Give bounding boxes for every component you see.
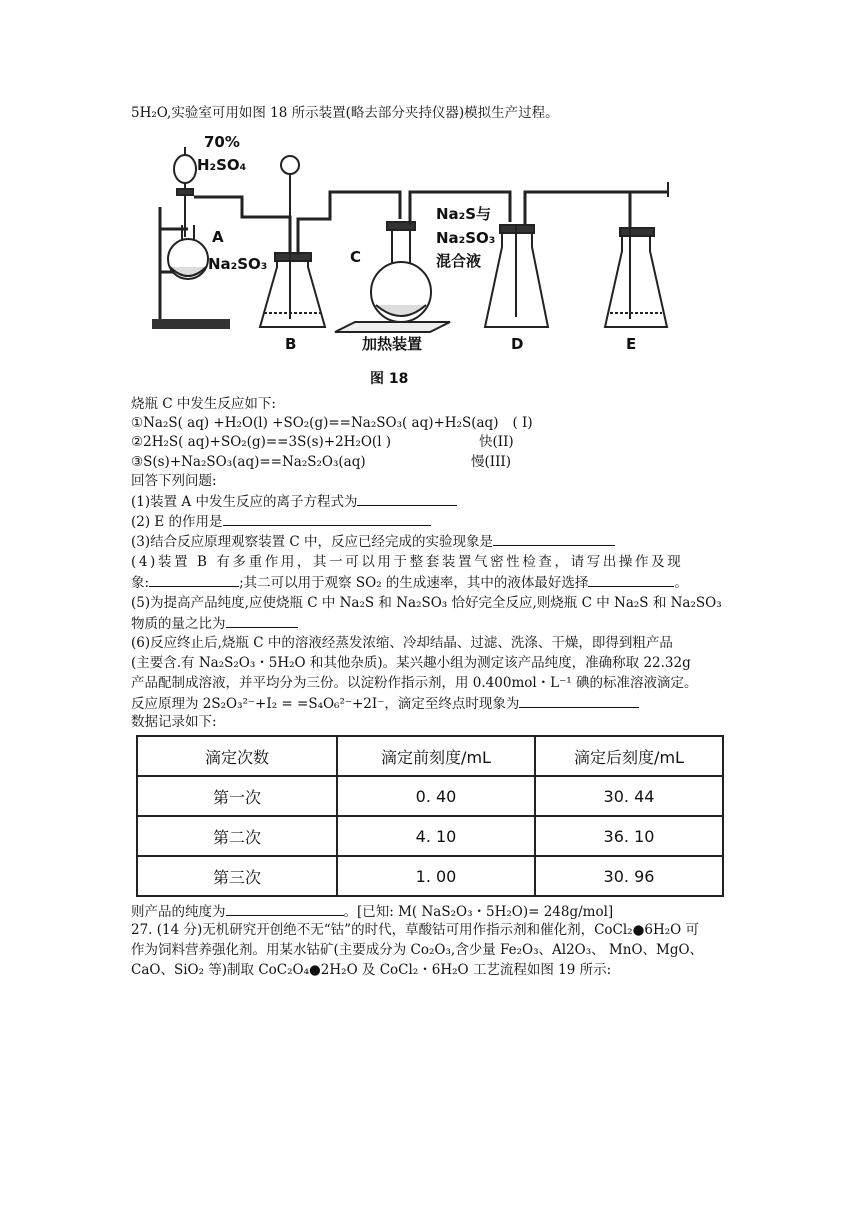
mix-label-3: 混合液	[436, 252, 482, 270]
heater-label: 加热装置	[362, 335, 423, 353]
trial-name: 第二次	[137, 816, 337, 856]
question-3: (3)结合反应原理观察装置 C 中，反应已经完成的实验现象是	[131, 532, 615, 551]
question-6c: 产品配制成溶液，并平均分为三份。以淀粉作指示剂，用 0.400mol・L⁻¹ 碘的标准溶液滴定。	[131, 675, 698, 691]
question-1: (1)装置 A 中发生反应的离子方程式为	[131, 492, 457, 511]
heating-plate	[335, 322, 450, 332]
reading-before: 1. 00	[337, 856, 535, 896]
purity-question: 则产品的纯度为 。[已知: M( NaS₂O₃・5H₂O)= 248g/mol]	[131, 904, 614, 920]
label-e: E	[626, 335, 637, 353]
trial-name: 第三次	[137, 856, 337, 896]
reaction-3: ③S(s)+Na₂SO₃(aq)==Na₂S₂O₃(aq) 慢(III)	[131, 454, 512, 470]
header-after: 滴定后刻度/mL	[535, 736, 723, 776]
table-row	[137, 776, 723, 816]
trial-name: 第一次	[137, 776, 337, 816]
question-27a: 27. (14 分)无机研究开创绝不无“钴”的时代，草酸钴可用作指示剂和催化剂，CoCl₂●6H₂O 可	[131, 922, 699, 938]
header-before: 滴定前刻度/mL	[337, 736, 535, 776]
reading-before: 4. 10	[337, 816, 535, 856]
reaction-2: ②2H₂S( aq)+SO₂(g)==3S(s)+2H₂O(l ) 快(II)	[131, 434, 514, 450]
acid-label-1: 70%	[204, 133, 240, 151]
mix-label-1: Na₂S与	[436, 205, 492, 223]
reactions-title: 烧瓶 C 中发生反应如下:	[131, 396, 276, 412]
label-d: D	[511, 335, 524, 353]
table-row	[137, 856, 723, 896]
figure-caption: 图 18	[370, 371, 409, 387]
reading-after: 36. 10	[535, 816, 723, 856]
label-b: B	[285, 335, 297, 353]
acid-label-2: H₂SO₄	[197, 156, 247, 174]
question-27b: 作为饲料营养强化剂。用某水钴矿(主要成分为 Co₂O₃,含少量 Fe₂O₃、Al2O₃、 MnO、MgO、	[131, 942, 704, 958]
question-6d: 反应原理为 2S₂O₃²⁻+I₂ = =S₄O₆²⁻+2I⁻，滴定至终点时现象为	[131, 694, 639, 713]
reading-before: 0. 40	[337, 776, 535, 816]
data-intro: 数据记录如下:	[131, 714, 217, 730]
label-na2so3: Na₂SO₃	[208, 255, 268, 273]
stand-base	[152, 319, 230, 329]
questions-intro: 回答下列问题:	[131, 473, 217, 489]
question-5b: 物质的量之比为	[131, 614, 298, 633]
reading-after: 30. 44	[535, 776, 723, 816]
table-header-row	[137, 736, 723, 776]
question-2: (2) E 的作用是	[131, 512, 431, 531]
titration-table	[136, 735, 724, 897]
apparatus-figure	[130, 127, 702, 389]
label-c: C	[350, 248, 362, 266]
question-27c: CaO、SiO₂ 等)制取 CoC₂O₄●2H₂O 及 CoCl₂・6H₂O 工艺流程如图 19 所示:	[131, 962, 612, 978]
question-4b: 象: ;其二可以用于观察 SO₂ 的生成速率，其中的液体最好选择 。	[131, 575, 688, 591]
header-trial: 滴定次数	[137, 736, 337, 776]
reading-after: 30. 96	[535, 856, 723, 896]
question-4a: (4)装置 B 有多重作用，其一可以用于整套装置气密性检查，请写出操作及现	[131, 554, 684, 570]
label-a: A	[212, 228, 224, 246]
mix-label-2: Na₂SO₃	[436, 229, 496, 247]
question-5a: (5)为提高产品纯度,应使烧瓶 C 中 Na₂S 和 Na₂SO₃ 恰好完全反应,则烧瓶 C 中 Na₂S 和 Na₂SO₃	[131, 595, 722, 611]
question-6b: (主要含.有 Na₂S₂O₃・5H₂O 和其他杂质)。某兴趣小组为测定该产品纯度，准确称取 22.32g	[131, 655, 691, 671]
intro-text: 5H₂O,实验室可用如图 18 所示装置(略去部分夹持仪器)模拟生产过程。	[131, 105, 559, 121]
reaction-1: ①Na₂S( aq) +H₂O(l) +SO₂(g)==Na₂SO₃( aq)+H₂S(aq) ( I)	[131, 415, 533, 431]
table-row	[137, 816, 723, 856]
question-6a: (6)反应终止后,烧瓶 C 中的溶液经蒸发浓缩、冷却结晶、过滤、洗涤、干燥，即得到粗产品	[131, 635, 673, 651]
